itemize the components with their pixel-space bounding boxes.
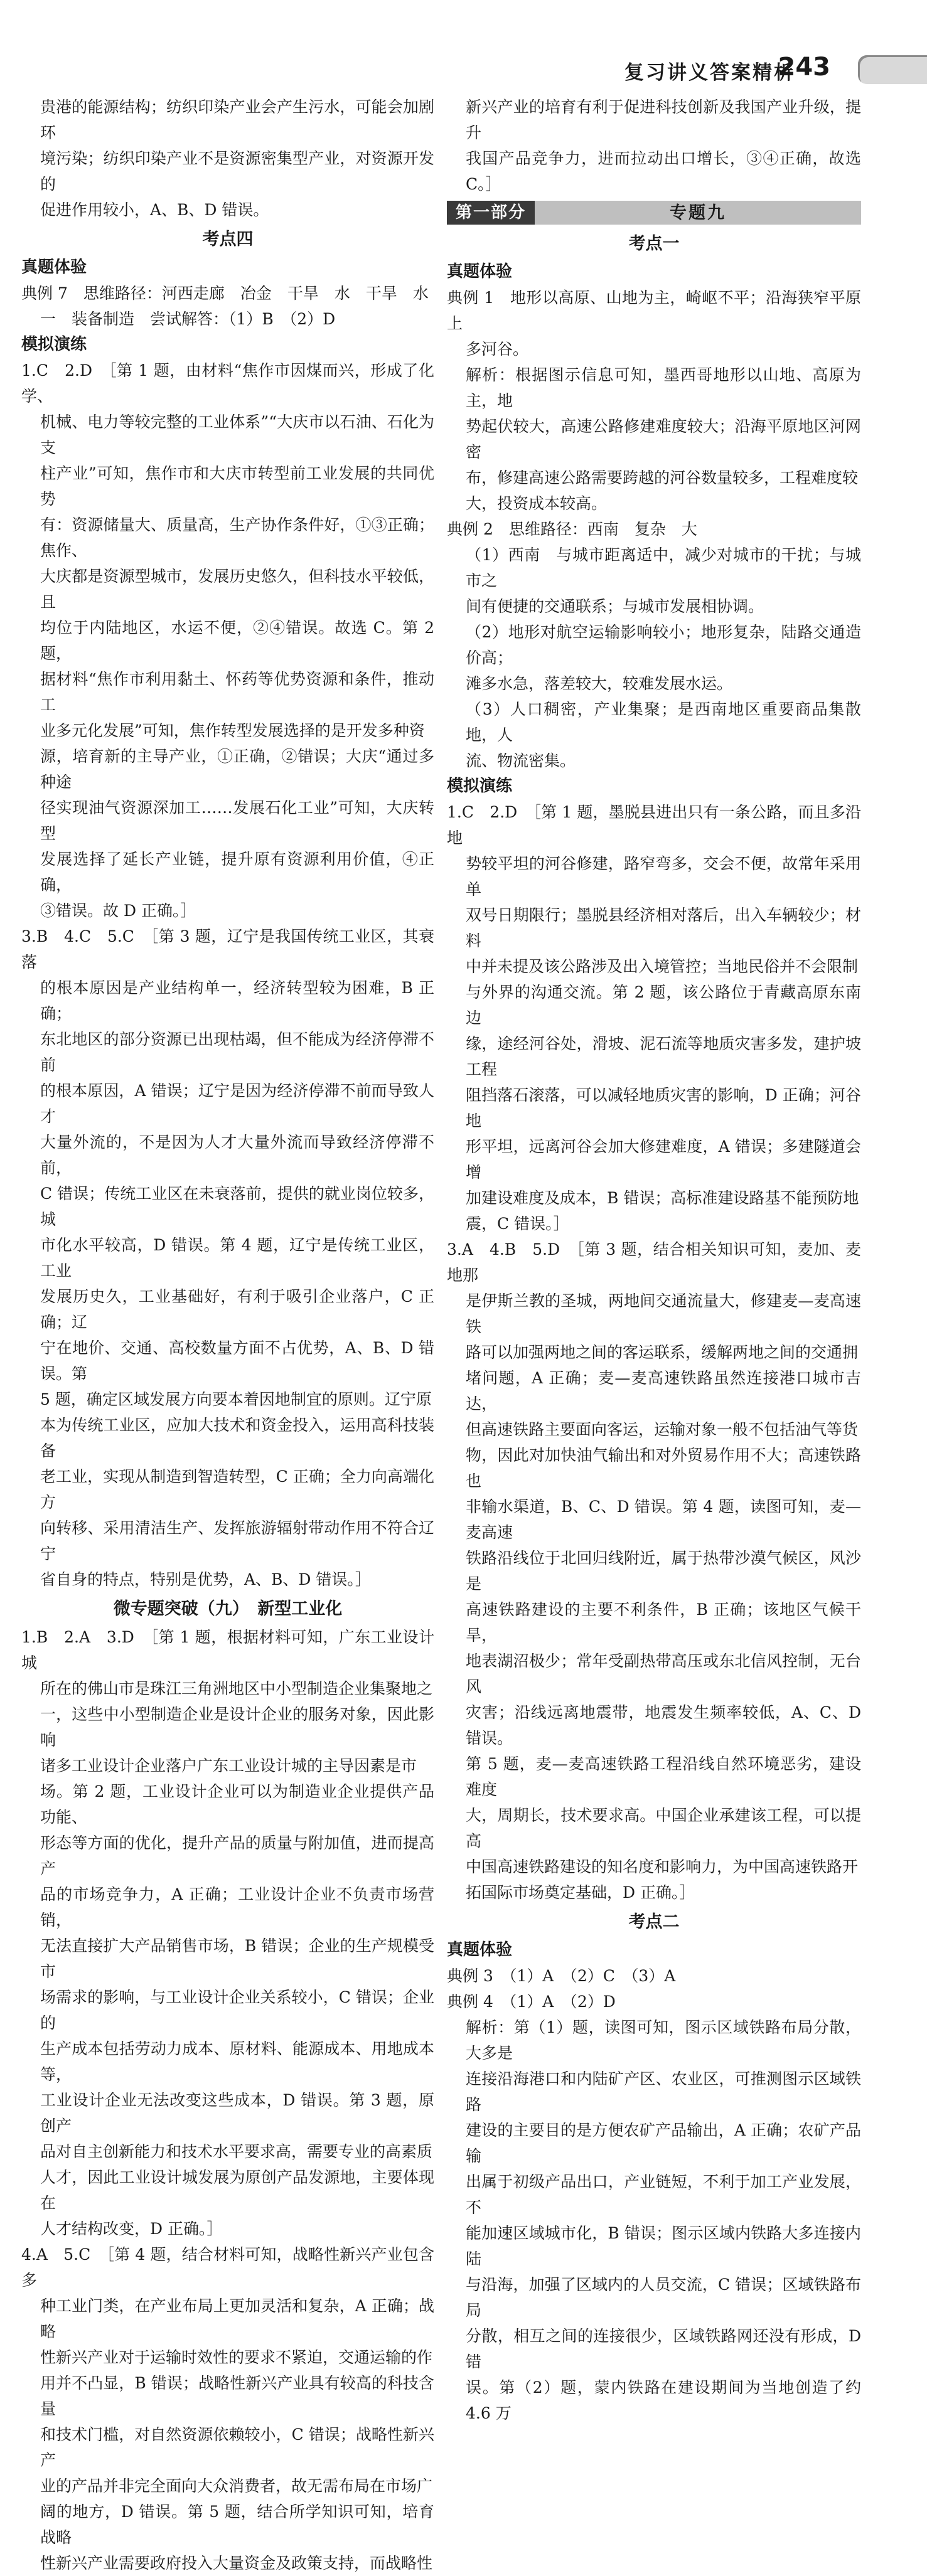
section-heading-kaodian1: 考点一	[628, 234, 680, 253]
text-line: 加建设难度及成本，B 错误；高标准建设路基不能预防地	[466, 1189, 859, 1207]
text-line: 3.B 4.C 5.C ［第 3 题，辽宁是我国传统工业区，其衰落	[21, 927, 434, 971]
text-line: 阔的地方，D 错误。第 5 题，结合所学知识可知，培育战略	[40, 2503, 434, 2547]
text-line: 堵问题，A 正确；麦—麦高速铁路虽然连接港口城市吉达，	[466, 1369, 861, 1413]
text-line: 和技术门槛，对自然资源依赖较小，C 错误；战略性新兴产	[40, 2425, 434, 2469]
text-line: 双号日期限行；墨脱县经济相对落后，出入车辆较少；材料	[466, 906, 861, 950]
text-line: （3）人口稠密，产业集聚；是西南地区重要商品集散地，人	[466, 700, 861, 744]
example-7-cont: 一 装备制造 尝试解答：（1）B （2）D	[40, 310, 336, 328]
text-line: 贵港的能源结构；纺织印染产业会产生污水，可能会加剧环	[40, 98, 434, 142]
text-line: 势起伏较大，高速公路修建难度较大；沿海平原地区河网密	[466, 417, 861, 461]
text-line: 向转移、采用清洁生产、发挥旅游辐射带动作用不符合辽宁	[40, 1519, 434, 1563]
subheading-moni: 模拟演练	[447, 777, 513, 796]
right-column	[447, 94, 861, 2426]
text-line: 连接沿海港口和内陆矿产区、农业区，可推测图示区域铁路	[466, 2070, 861, 2114]
text-line: 第 5 题，麦—麦高速铁路工程沿线自然环境恶劣，建设难度	[466, 1755, 861, 1799]
text-line: 业的产品并非完全面向大众消费者，故无需布局在市场广	[40, 2477, 433, 2495]
text-line: 老工业，实现从制造到智造转型，C 正确；全力向高端化方	[40, 1467, 434, 1511]
text-line: 与外界的沟通交流。第 2 题，该公路位于青藏高原东南边	[466, 983, 861, 1027]
text-line: 市化水平较高，D 错误。第 4 题，辽宁是传统工业区，工业	[40, 1236, 434, 1280]
text-line: 我国产品竞争力，进而拉动出口增长，③④正确，故选 C。］	[466, 149, 861, 193]
topic-label: 专题九	[535, 201, 861, 225]
text-line: 1.C 2.D ［第 1 题，墨脱县进出只有一条公路，而且多沿地	[447, 803, 861, 847]
text-line: 有：资源储量大、质量高，生产协作条件好，①③正确；焦作、	[40, 516, 434, 560]
text-line: 1.C 2.D ［第 1 题，由材料“焦作市因煤而兴，形成了化学、	[21, 361, 434, 405]
text-line: （1）西南 与城市距离适中，减少对城市的干扰；与城市之	[466, 546, 861, 590]
text-line: 物，因此对加快油气输出和对外贸易作用不大；高速铁路也	[466, 1446, 861, 1490]
text-line: 解析：第（1）题，读图可知，图示区域铁路布局分散，大多是	[466, 2018, 861, 2062]
text-line: 形态等方面的优化，提升产品的质量与附加值，进而提高产	[40, 1834, 434, 1878]
text-line: 诸多工业设计企业落户广东工业设计城的主导因素是市	[40, 1757, 417, 1775]
text-line: 是伊斯兰教的圣城，两地间交通流量大，修建麦—麦高速铁	[466, 1292, 861, 1336]
text-line: 3.A 4.B 5.D ［第 3 题，结合相关知识可知，麦加、麦地那	[447, 1240, 861, 1284]
text-line: 据材料“焦作市利用黏土、怀药等优势资源和条件，推动工	[40, 670, 434, 714]
text-line: 境污染；纺织印染产业不是资源密集型产业，对资源开发的	[40, 149, 434, 193]
text-line: 省自身的特点，特别是优势，A、B、D 错误。］	[40, 1570, 371, 1589]
text-line: 缘，途经河谷处，滑坡、泥石流等地质灾害多发，建护坡工程	[466, 1035, 861, 1078]
text-line: 大，投资成本较高。	[466, 494, 608, 513]
subheading-moni: 模拟演练	[21, 335, 87, 354]
text-line: 误。第（2）题，蒙内铁路在建设期间为当地创造了约 4.6 万	[466, 2378, 861, 2422]
text-line: 径实现油气资源深加工……发展石化工业”可知，大庆转型	[40, 799, 434, 843]
text-line: 品的市场竞争力，A 正确；工业设计企业不负责市场营销，	[40, 1885, 434, 1929]
text-line: 能加速区域城市化，B 错误；图示区域内铁路大多连接内陆	[466, 2224, 861, 2268]
example-4: 典例 4 （1）A （2）D	[447, 1993, 616, 2011]
text-line: 性新兴产业对于运输时效性的要求不紧迫，交通运输的作	[40, 2348, 433, 2366]
part-label: 第一部分	[447, 201, 535, 225]
text-line: 宁在地价、交通、高校数量方面不占优势，A、B、D 错误。第	[40, 1339, 434, 1383]
text-line: 均位于内陆地区，水运不便，②④错误。故选 C。第 2 题，	[40, 619, 434, 663]
section-heading-kaodian2: 考点二	[628, 1912, 680, 1932]
text-line: 但高速铁路主要面向客运，运输对象一般不包括油气等货	[466, 1420, 859, 1439]
text-line: 的根本原因，A 错误；辽宁是因为经济停滞不前而导致人才	[40, 1082, 434, 1126]
part-banner	[447, 201, 861, 225]
text-line: 品对自主创新能力和技术水平要求高，需要专业的高素质	[40, 2142, 433, 2161]
text-line: 滩多水急，落差较大，较难发展水运。	[466, 674, 733, 693]
text-line: 源，培育新的主导产业，①正确，②错误；大庆“通过多种途	[40, 747, 434, 791]
text-line: 地表湖沼极少；常年受副热带高压或东北信风控制，无台风	[466, 1652, 861, 1696]
example-7: 典例 7 思维路径：河西走廊 冶金 干旱 水 干旱 水	[21, 284, 429, 302]
text-line: 高速铁路建设的主要不利条件，B 正确；该地区气候干旱，	[466, 1600, 861, 1644]
text-line: 阻挡落石滚落，可以减轻地质灾害的影响，D 正确；河谷地	[466, 1086, 861, 1130]
answer-block-q3	[21, 923, 434, 1592]
text-line: 拓国际市场奠定基础，D 正确。］	[466, 1883, 695, 1902]
text-line: 性新兴产业需要政府投入大量资金及政策支持，而战略性	[40, 2554, 433, 2572]
left-column	[21, 94, 434, 2576]
text-line: 促进作用较小，A、B、D 错误。	[40, 201, 269, 219]
text-line: 解析：根据图示信息可知，墨西哥地形以山地、高原为主，地	[466, 366, 861, 410]
text-line: 分散，相互之间的连接很少，区域铁路网还没有形成，D 错	[466, 2327, 861, 2371]
text-line: C 错误；传统工业区在未衰落前，提供的就业岗位较多，城	[40, 1184, 434, 1228]
example-1-cont: 多河谷。	[466, 340, 529, 358]
answer-block-micro	[21, 1624, 434, 2242]
text-line: 形平坦，远离河谷会加大修建难度，A 错误；多建隧道会增	[466, 1137, 861, 1181]
text-line: 人才结构改变，D 正确。］	[40, 2220, 223, 2238]
text-line: 工业设计企业无法改变这些成本，D 错误。第 3 题，原创产	[40, 2091, 434, 2135]
header-tab-decoration	[858, 55, 927, 84]
text-line: 流、物流密集。	[466, 752, 576, 770]
text-line: 东北地区的部分资源已出现枯竭，但不能成为经济停滞不前	[40, 1030, 434, 1074]
text-line: 发展历史久，工业基础好，有利于吸引企业落户，C 正确；辽	[40, 1287, 434, 1331]
answer-block-r-q3	[447, 1237, 861, 1905]
section-heading-micro-topic: 微专题突破（九） 新型工业化	[113, 1599, 343, 1619]
subheading-zhenti: 真题体验	[447, 262, 513, 281]
text-line: 生产成本包括劳动力成本、原材料、能源成本、用地成本等，	[40, 2040, 434, 2084]
text-line: 场。第 2 题，工业设计企业可以为制造业企业提供产品功能、	[40, 1782, 434, 1826]
page-number: 243	[778, 53, 830, 82]
text-line: 的根本原因是产业结构单一，经济转型较为困难，B 正确；	[40, 979, 434, 1023]
text-line: 机械、电力等较完整的工业体系”“大庆市以石油、石化为支	[40, 413, 434, 457]
answer-block-q1	[21, 358, 434, 923]
answer-block-r-q1	[447, 799, 861, 1237]
subheading-zhenti-2: 真题体验	[447, 1940, 513, 1959]
text-line: 大量外流的，不是因为人才大量外流而导致经济停滞不前，	[40, 1133, 434, 1177]
text-line: 出属于初级产品出口，产业链短，不利于加工产业发展，不	[466, 2173, 861, 2217]
text-line: 布，修建高速公路需要跨越的河谷数量较多，工程难度较	[466, 469, 859, 487]
right-intro	[447, 94, 861, 197]
text-line: 间有便捷的交通联系；与城市发展相协调。	[466, 597, 764, 615]
text-line: 柱产业”可知，焦作市和大庆市转型前工业发展的共同优势	[40, 464, 434, 508]
text-line: 场需求的影响，与工业设计企业关系较小，C 错误；企业的	[40, 1988, 434, 2032]
example-3: 典例 3 （1）A （2）C （3）A	[447, 1967, 676, 1985]
text-line: 势较平坦的河谷修建，路窄弯多，交会不便，故常年采用单	[466, 854, 861, 898]
text-line: 大，周期长，技术要求高。中国企业承建该工程，可以提高	[466, 1806, 861, 1850]
text-line: 业多元化发展”可知，焦作转型发展选择的是开发多种资	[40, 721, 425, 740]
page-header	[576, 53, 927, 88]
text-line: （2）地形对航空运输影响较小；地形复杂，陆路交通造价高；	[466, 623, 861, 667]
answer-block-q4	[21, 2242, 434, 2576]
subheading-zhenti: 真题体验	[21, 258, 87, 277]
text-line: 大庆都是资源型城市，发展历史悠久，但科技水平较低，且	[40, 567, 434, 611]
text-line: 4.A 5.C ［第 4 题，结合材料可知，战略性新兴产业包含多	[21, 2245, 434, 2289]
text-line: 所在的佛山市是珠江三角洲地区中小型制造企业集聚地之	[40, 1679, 433, 1698]
text-line: 发展选择了延长产业链，提升原有资源利用价值，④正确，	[40, 850, 434, 894]
example-2: 典例 2 思维路径：西南 复杂 大	[447, 520, 697, 538]
text-line: 无法直接扩大产品销售市场，B 错误；企业的生产规模受市	[40, 1937, 434, 1981]
text-line: 灾害；沿线远离地震带，地震发生频率较低，A、C、D 错误。	[466, 1703, 861, 1747]
text-line: 一，这些中小型制造企业是设计企业的服务对象，因此影响	[40, 1705, 434, 1749]
text-line: 建设的主要目的是方便农矿产品输出，A 正确；农矿产品输	[466, 2121, 861, 2165]
text-line: 震，C 错误。］	[466, 1215, 569, 1233]
text-line: 5 题，确定区域发展方向要本着因地制宜的原则。辽宁原	[40, 1390, 432, 1408]
text-line: 铁路沿线位于北回归线附近，属于热带沙漠气候区，风沙是	[466, 1549, 861, 1593]
example-2-answers	[447, 542, 861, 774]
text-line: 用并不凸显，B 错误；战略性新兴产业具有较高的科技含量	[40, 2374, 434, 2418]
text-line: 与沿海，加强了区域内的人员交流，C 错误；区域铁路布局	[466, 2275, 861, 2319]
example-1: 典例 1 地形以高原、山地为主，崎岖不平；沿海狭窄平原上	[447, 289, 861, 333]
analysis-4	[447, 2014, 861, 2426]
analysis-1	[447, 362, 861, 516]
text-line: 中并未提及该公路涉及出入境管控；当地民俗并不会限制	[466, 957, 859, 976]
text-line: 人才，因此工业设计城发展为原创产品发源地，主要体现在	[40, 2168, 434, 2212]
text-line: 本为传统工业区，应加大技术和资金投入，运用高科技装备	[40, 1416, 434, 1460]
section-heading-kaodian4: 考点四	[202, 230, 254, 249]
left-intro	[21, 94, 434, 223]
text-line: 中国高速铁路建设的知名度和影响力，为中国高速铁路开	[466, 1858, 859, 1876]
text-line: 种工业门类，在产业布局上更加灵活和复杂，A 正确；战略	[40, 2297, 434, 2341]
text-line: 非输水渠道，B、C、D 错误。第 4 题，读图可知，麦—麦高速	[466, 1498, 861, 1541]
text-line: 新兴产业的培育有利于促进科技创新及我国产业升级，提升	[466, 98, 861, 142]
header-title: 复习讲义答案精析	[624, 61, 795, 84]
text-line: 路可以加强两地之间的客运联系，缓解两地之间的交通拥	[466, 1343, 859, 1361]
text-line: 1.B 2.A 3.D ［第 1 题，根据材料可知，广东工业设计城	[21, 1628, 434, 1672]
text-line: ③错误。故 D 正确。］	[40, 902, 196, 920]
